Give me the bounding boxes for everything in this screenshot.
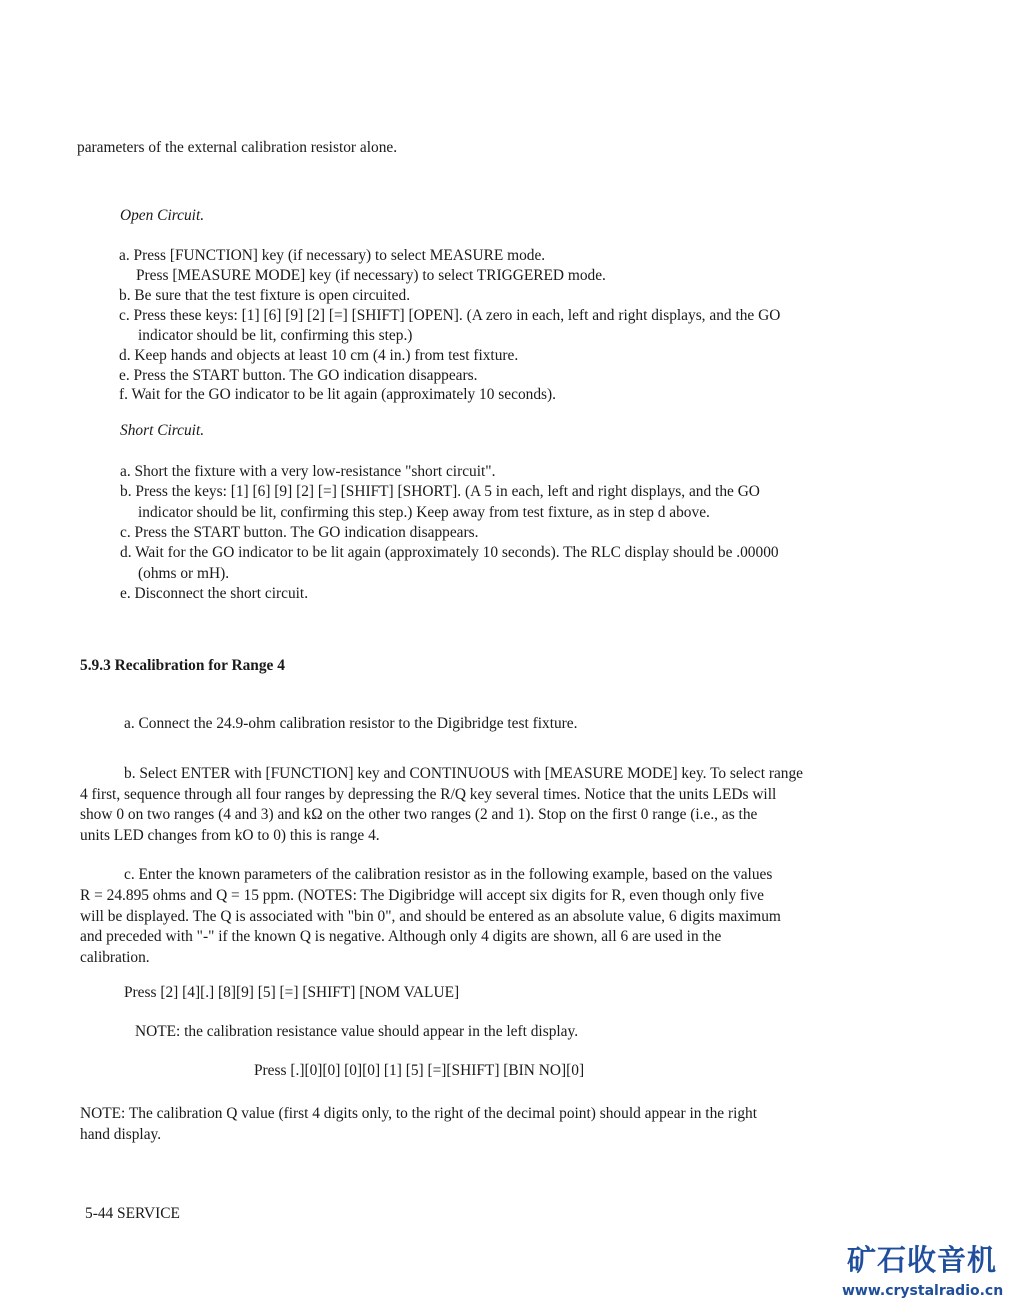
step-c-line: calibration. <box>80 949 150 966</box>
short-circuit-line: d. Wait for the GO indicator to be lit again (approximately 10 seconds). The RLC display should be .00000 <box>120 544 779 561</box>
open-circuit-line: d. Keep hands and objects at least 10 cm (4 in.) from test fixture. <box>119 347 519 364</box>
open-circuit-line: f. Wait for the GO indicator to be lit again (approximately 10 seconds). <box>119 386 556 403</box>
open-circuit-heading: Open Circuit. <box>120 207 205 224</box>
short-circuit-line: b. Press the keys: [1] [6] [9] [2] [=] [SHIFT] [SHORT]. (A 5 in each, left and right displays, and the GO <box>120 483 760 500</box>
open-circuit-line: c. Press these keys: [1] [6] [9] [2] [=] [SHIFT] [OPEN]. (A zero in each, left and right displays, and the GO <box>119 307 781 324</box>
short-circuit-line: indicator should be lit, confirming this step.) Keep away from test fixture, as in step d above. <box>138 504 710 521</box>
note-2-line: hand display. <box>80 1126 162 1143</box>
short-circuit-line: e. Disconnect the short circuit. <box>120 585 309 602</box>
step-b-line: 4 first, sequence through all four ranges by depressing the R/Q key several times. Notice that the units LEDs will <box>80 786 777 803</box>
open-circuit-line: e. Press the START button. The GO indication disappears. <box>119 367 478 384</box>
page-footer: 5-44 SERVICE <box>85 1205 180 1222</box>
short-circuit-heading: Short Circuit. <box>120 422 205 439</box>
short-circuit-line: (ohms or mH). <box>138 565 230 582</box>
open-circuit-line: b. Be sure that the test fixture is open circuited. <box>119 287 411 304</box>
step-b-line: show 0 on two ranges (4 and 3) and kΩ on the other two ranges (2 and 1). Stop on the first 0 range (i.e., as the <box>80 806 758 823</box>
note-2-line: NOTE: The calibration Q value (first 4 digits only, to the right of the decimal point) should appear in the right <box>80 1105 758 1122</box>
section-heading: 5.9.3 Recalibration for Range 4 <box>80 657 285 674</box>
step-a: a. Connect the 24.9-ohm calibration resistor to the Digibridge test fixture. <box>124 715 578 732</box>
open-circuit-line: a. Press [FUNCTION] key (if necessary) to select MEASURE mode. <box>119 247 546 264</box>
short-circuit-line: a. Short the fixture with a very low-resistance "short circuit". <box>120 463 496 480</box>
key-sequence-2: Press [.][0][0] [0][0] [1] [5] [=][SHIFT] [BIN NO][0] <box>254 1062 585 1079</box>
open-circuit-line: Press [MEASURE MODE] key (if necessary) to select TRIGGERED mode. <box>136 267 606 284</box>
step-c-line: and preceded with "-" if the known Q is negative. Although only 4 digits are shown, all 6 are used in the <box>80 928 722 945</box>
short-circuit-line: c. Press the START button. The GO indication disappears. <box>120 524 479 541</box>
step-b-line: b. Select ENTER with [FUNCTION] key and CONTINUOUS with [MEASURE MODE] key. To select range <box>124 765 803 782</box>
watermark-logo: 矿石收音机 <box>846 1243 997 1277</box>
step-c-line: c. Enter the known parameters of the calibration resistor as in the following example, based on the values <box>124 866 773 883</box>
open-circuit-line: indicator should be lit, confirming this step.) <box>138 327 413 344</box>
watermark-url: www.crystalradio.cn <box>842 1283 1004 1299</box>
note-1: NOTE: the calibration resistance value should appear in the left display. <box>135 1023 579 1040</box>
key-sequence-1: Press [2] [4][.] [8][9] [5] [=] [SHIFT] [NOM VALUE] <box>124 984 460 1001</box>
step-c-line: will be displayed. The Q is associated with "bin 0", and should be entered as an absolute value, 6 digits maximum <box>80 908 781 925</box>
intro-text: parameters of the external calibration resistor alone. <box>77 139 398 156</box>
step-c-line: R = 24.895 ohms and Q = 15 ppm. (NOTES: The Digibridge will accept six digits for R, even though only five <box>80 887 764 904</box>
step-b-line: units LED changes from kO to 0) this is range 4. <box>80 827 380 844</box>
